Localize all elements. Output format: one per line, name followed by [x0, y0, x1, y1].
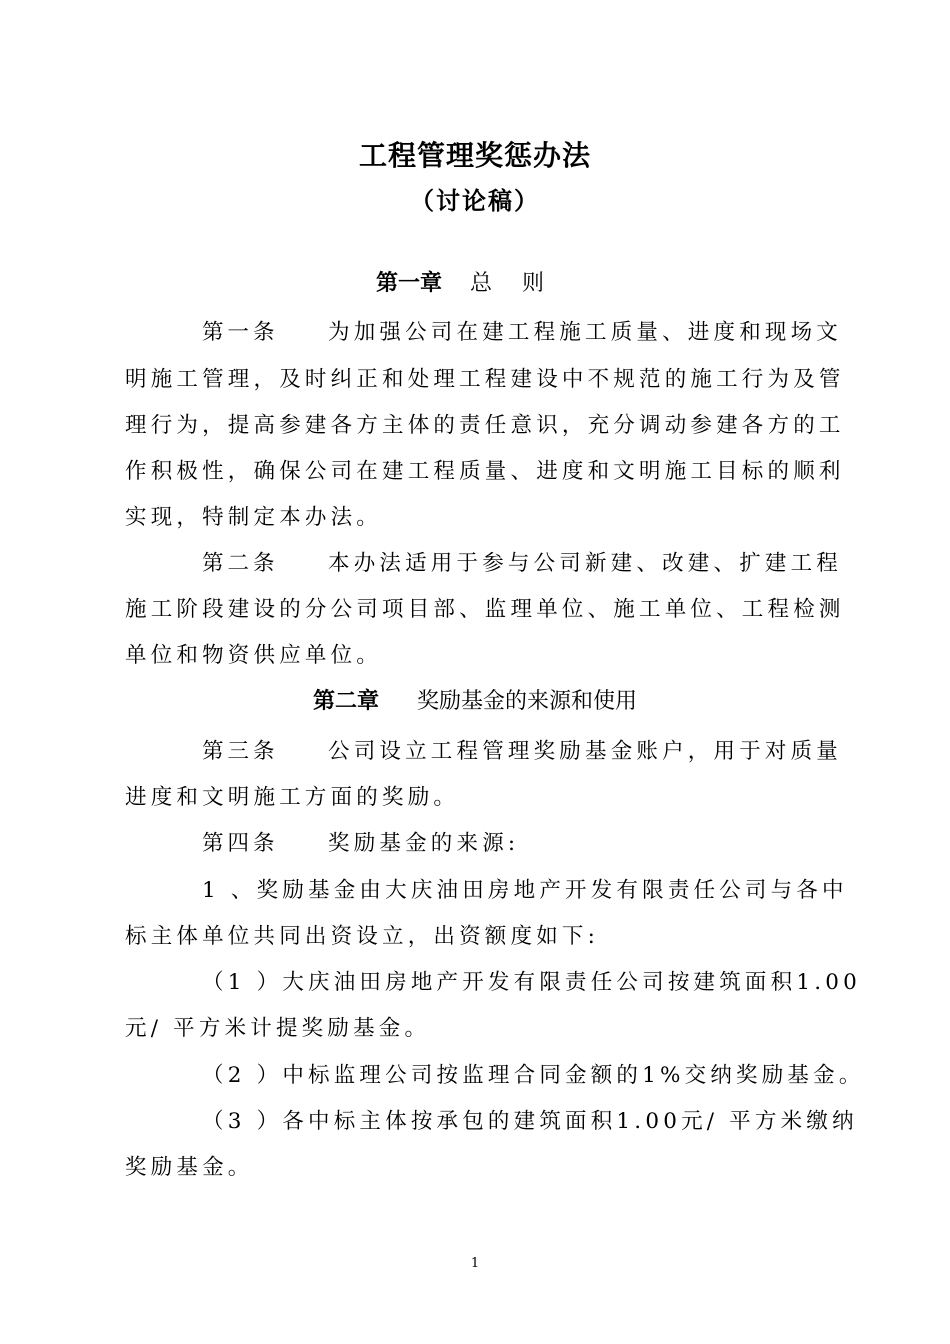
article-2-label: 第二条	[202, 551, 279, 576]
article-4-line-1	[202, 829, 825, 859]
chapter-1-heading	[0, 266, 950, 297]
article-1-line-1	[202, 318, 843, 348]
article-4-text-1: 奖励基金的来源:	[328, 831, 520, 856]
sub-item-1-line-2: 元/ 平方米计提奖励基金。	[125, 1016, 431, 1041]
page-number: 1	[470, 1256, 480, 1271]
article-4-label: 第四条	[202, 831, 279, 856]
sub-item-2-line-1: （2 ）中标监理公司按监理合同金额的1%交纳奖励基金。	[202, 1063, 865, 1088]
article-2-text-1: 本办法适用于参与公司新建、改建、扩建工程	[328, 551, 843, 576]
article-3-line-2: 进度和文明施工方面的奖励。	[125, 785, 460, 810]
chapter-1-title: 总则	[470, 271, 575, 296]
article-1-line-3: 理行为，提高参建各方主体的责任意识，充分调动参建各方的工	[125, 413, 845, 438]
sub-item-3-line-1: （3 ）各中标主体按承包的建筑面积1.00元/ 平方米缴纳	[202, 1109, 858, 1134]
article-3-text-1: 公司设立工程管理奖励基金账户，用于对质量	[328, 739, 843, 764]
item-1-line-2: 标主体单位共同出资设立，出资额度如下:	[125, 924, 600, 949]
document-subtitle: （讨论稿）	[410, 187, 540, 215]
chapter-1-number: 第一章	[375, 271, 442, 296]
document-title: 工程管理奖惩办法	[358, 139, 591, 172]
article-1-label: 第一条	[202, 320, 279, 345]
article-1-line-2: 明施工管理，及时纠正和处理工程建设中不规范的施工行为及管	[125, 367, 845, 392]
article-3-label: 第三条	[202, 739, 279, 764]
article-2-line-2: 施工阶段建设的分公司项目部、监理单位、施工单位、工程检测	[125, 597, 845, 622]
chapter-2-title: 奖励基金的来源和使用	[417, 689, 638, 714]
item-1-line-1: 1 、奖励基金由大庆油田房地产开发有限责任公司与各中	[202, 878, 848, 903]
article-2-line-3: 单位和物资供应单位。	[125, 643, 383, 668]
article-3-line-1	[202, 737, 843, 767]
article-1-line-4: 作积极性，确保公司在建工程质量、进度和文明施工目标的顺利	[125, 459, 845, 484]
article-1-line-5: 实现，特制定本办法。	[125, 505, 383, 530]
article-2-line-1	[202, 549, 843, 579]
chapter-2-number: 第二章	[312, 689, 379, 714]
article-1-text-1: 为加强公司在建工程施工质量、进度和现场文	[328, 320, 843, 345]
sub-item-1-line-1: （1 ）大庆油田房地产开发有限责任公司按建筑面积1.00	[202, 970, 861, 995]
sub-item-3-line-2: 奖励基金。	[125, 1155, 254, 1180]
chapter-2-heading	[0, 684, 950, 715]
